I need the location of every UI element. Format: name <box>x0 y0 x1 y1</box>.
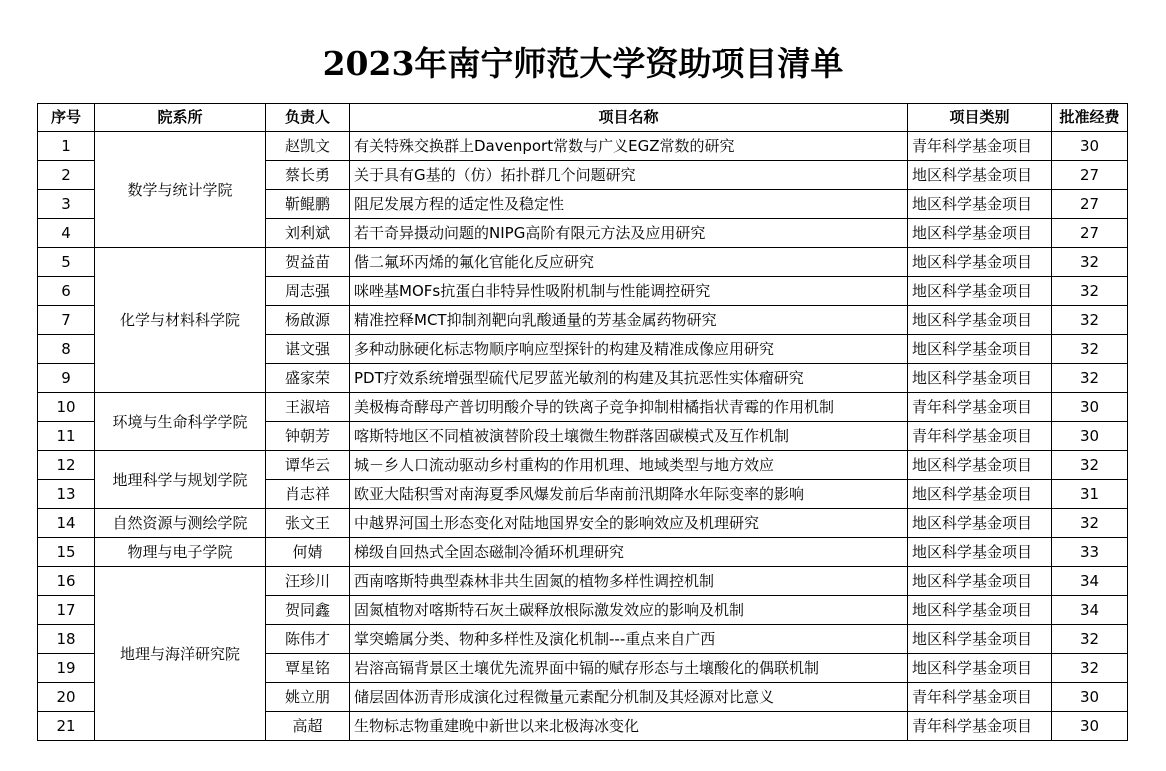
row-pi: 靳鲲鹏 <box>266 190 350 219</box>
row-type: 地区科学基金项目 <box>908 625 1052 654</box>
row-pi: 盛家荣 <box>266 364 350 393</box>
row-no: 7 <box>38 306 95 335</box>
row-project: 咪唑基MOFs抗蛋白非特异性吸附机制与性能调控研究 <box>350 277 908 306</box>
row-funding: 32 <box>1052 451 1128 480</box>
row-pi: 刘利斌 <box>266 219 350 248</box>
row-pi: 高超 <box>266 712 350 741</box>
table-row <box>38 248 1128 277</box>
row-funding: 32 <box>1052 625 1128 654</box>
row-project: 多种动脉硬化标志物顺序响应型探针的构建及精准成像应用研究 <box>350 335 908 364</box>
row-project: PDT疗效系统增强型硫代尼罗蓝光敏剂的构建及其抗恶性实体瘤研究 <box>350 364 908 393</box>
row-pi: 贺益苗 <box>266 248 350 277</box>
row-funding: 32 <box>1052 248 1128 277</box>
row-project: 关于具有G基的（仿）拓扑群几个问题研究 <box>350 161 908 190</box>
row-pi: 杨啟源 <box>266 306 350 335</box>
row-pi: 谭华云 <box>266 451 350 480</box>
row-project: 中越界河国土形态变化对陆地国界安全的影响效应及机理研究 <box>350 509 908 538</box>
dept-cell: 化学与材料科学院 <box>95 248 266 393</box>
row-funding: 27 <box>1052 219 1128 248</box>
row-pi: 姚立朋 <box>266 683 350 712</box>
row-no: 12 <box>38 451 95 480</box>
row-project: 掌突蟾属分类、物种多样性及演化机制---重点来自广西 <box>350 625 908 654</box>
row-pi: 汪珍川 <box>266 567 350 596</box>
row-project: 岩溶高镉背景区土壤优先流界面中镉的赋存形态与土壤酸化的偶联机制 <box>350 654 908 683</box>
row-funding: 32 <box>1052 306 1128 335</box>
row-no: 9 <box>38 364 95 393</box>
row-no: 3 <box>38 190 95 219</box>
row-pi: 张文王 <box>266 509 350 538</box>
row-type: 青年科学基金项目 <box>908 712 1052 741</box>
row-no: 1 <box>38 132 95 161</box>
grant-table <box>37 103 1128 741</box>
dept-cell: 环境与生命科学学院 <box>95 393 266 451</box>
row-type: 地区科学基金项目 <box>908 538 1052 567</box>
dept-cell: 物理与电子学院 <box>95 538 266 567</box>
row-type: 地区科学基金项目 <box>908 219 1052 248</box>
row-no: 13 <box>38 480 95 509</box>
row-funding: 32 <box>1052 654 1128 683</box>
row-no: 8 <box>38 335 95 364</box>
row-project: 偕二氟环丙烯的氟化官能化反应研究 <box>350 248 908 277</box>
row-funding: 27 <box>1052 190 1128 219</box>
row-project: 西南喀斯特典型森林非共生固氮的植物多样性调控机制 <box>350 567 908 596</box>
row-funding: 30 <box>1052 683 1128 712</box>
row-pi: 何婧 <box>266 538 350 567</box>
row-pi: 赵凯文 <box>266 132 350 161</box>
row-funding: 30 <box>1052 393 1128 422</box>
row-pi: 陈伟才 <box>266 625 350 654</box>
row-pi: 蔡长勇 <box>266 161 350 190</box>
row-type: 地区科学基金项目 <box>908 161 1052 190</box>
row-project: 欧亚大陆积雪对南海夏季风爆发前后华南前汛期降水年际变率的影响 <box>350 480 908 509</box>
row-type: 地区科学基金项目 <box>908 596 1052 625</box>
row-pi: 周志强 <box>266 277 350 306</box>
row-no: 2 <box>38 161 95 190</box>
row-project: 储层固体沥青形成演化过程微量元素配分机制及其烃源对比意义 <box>350 683 908 712</box>
row-funding: 32 <box>1052 364 1128 393</box>
row-no: 10 <box>38 393 95 422</box>
row-type: 地区科学基金项目 <box>908 364 1052 393</box>
header-project: 项目名称 <box>350 104 908 132</box>
row-type: 地区科学基金项目 <box>908 567 1052 596</box>
row-funding: 31 <box>1052 480 1128 509</box>
row-project: 阻尼发展方程的适定性及稳定性 <box>350 190 908 219</box>
row-no: 15 <box>38 538 95 567</box>
row-no: 16 <box>38 567 95 596</box>
header-type: 项目类别 <box>908 104 1052 132</box>
row-funding: 34 <box>1052 596 1128 625</box>
row-project: 美极梅奇酵母产普切明酸介导的铁离子竞争抑制柑橘指状青霉的作用机制 <box>350 393 908 422</box>
row-project: 喀斯特地区不同植被演替阶段土壤微生物群落固碳模式及互作机制 <box>350 422 908 451</box>
table-row <box>38 393 1128 422</box>
row-funding: 32 <box>1052 335 1128 364</box>
row-funding: 34 <box>1052 567 1128 596</box>
row-funding: 33 <box>1052 538 1128 567</box>
row-pi: 钟朝芳 <box>266 422 350 451</box>
row-funding: 30 <box>1052 712 1128 741</box>
row-pi: 覃星铭 <box>266 654 350 683</box>
row-type: 地区科学基金项目 <box>908 480 1052 509</box>
header-funding: 批准经费 <box>1052 104 1128 132</box>
row-type: 地区科学基金项目 <box>908 509 1052 538</box>
row-project: 有关特殊交换群上Davenport常数与广义EGZ常数的研究 <box>350 132 908 161</box>
row-project: 城－乡人口流动驱动乡村重构的作用机理、地域类型与地方效应 <box>350 451 908 480</box>
row-no: 6 <box>38 277 95 306</box>
row-type: 地区科学基金项目 <box>908 306 1052 335</box>
dept-cell: 地理科学与规划学院 <box>95 451 266 509</box>
row-no: 4 <box>38 219 95 248</box>
dept-cell: 自然资源与测绘学院 <box>95 509 266 538</box>
row-type: 地区科学基金项目 <box>908 451 1052 480</box>
row-no: 19 <box>38 654 95 683</box>
row-no: 17 <box>38 596 95 625</box>
dept-cell: 数学与统计学院 <box>95 132 266 248</box>
table-row <box>38 451 1128 480</box>
table-row <box>38 567 1128 596</box>
row-funding: 30 <box>1052 132 1128 161</box>
row-type: 青年科学基金项目 <box>908 393 1052 422</box>
row-no: 11 <box>38 422 95 451</box>
row-funding: 32 <box>1052 509 1128 538</box>
row-no: 21 <box>38 712 95 741</box>
row-pi: 肖志祥 <box>266 480 350 509</box>
row-type: 地区科学基金项目 <box>908 335 1052 364</box>
row-no: 14 <box>38 509 95 538</box>
row-project: 精准控释MCT抑制剂靶向乳酸通量的芳基金属药物研究 <box>350 306 908 335</box>
table-header-row <box>38 104 1128 132</box>
row-type: 地区科学基金项目 <box>908 248 1052 277</box>
row-no: 18 <box>38 625 95 654</box>
header-dept: 院系所 <box>95 104 266 132</box>
row-type: 青年科学基金项目 <box>908 132 1052 161</box>
table-row <box>38 132 1128 161</box>
row-pi: 王淑培 <box>266 393 350 422</box>
row-pi: 贺同鑫 <box>266 596 350 625</box>
row-pi: 谌文强 <box>266 335 350 364</box>
row-no: 5 <box>38 248 95 277</box>
header-no: 序号 <box>38 104 95 132</box>
row-project: 梯级自回热式全固态磁制冷循环机理研究 <box>350 538 908 567</box>
row-funding: 27 <box>1052 161 1128 190</box>
row-funding: 32 <box>1052 277 1128 306</box>
table-row <box>38 509 1128 538</box>
row-type: 地区科学基金项目 <box>908 277 1052 306</box>
row-no: 20 <box>38 683 95 712</box>
page-title: 2023年南宁师范大学资助项目清单 <box>322 44 844 83</box>
row-type: 地区科学基金项目 <box>908 654 1052 683</box>
row-type: 地区科学基金项目 <box>908 190 1052 219</box>
table-row <box>38 538 1128 567</box>
dept-cell: 地理与海洋研究院 <box>95 567 266 741</box>
row-type: 青年科学基金项目 <box>908 683 1052 712</box>
row-project: 若干奇异摄动问题的NIPG高阶有限元方法及应用研究 <box>350 219 908 248</box>
header-pi: 负责人 <box>266 104 350 132</box>
row-project: 固氮植物对喀斯特石灰土碳释放根际激发效应的影响及机制 <box>350 596 908 625</box>
row-project: 生物标志物重建晚中新世以来北极海冰变化 <box>350 712 908 741</box>
row-type: 青年科学基金项目 <box>908 422 1052 451</box>
row-funding: 30 <box>1052 422 1128 451</box>
